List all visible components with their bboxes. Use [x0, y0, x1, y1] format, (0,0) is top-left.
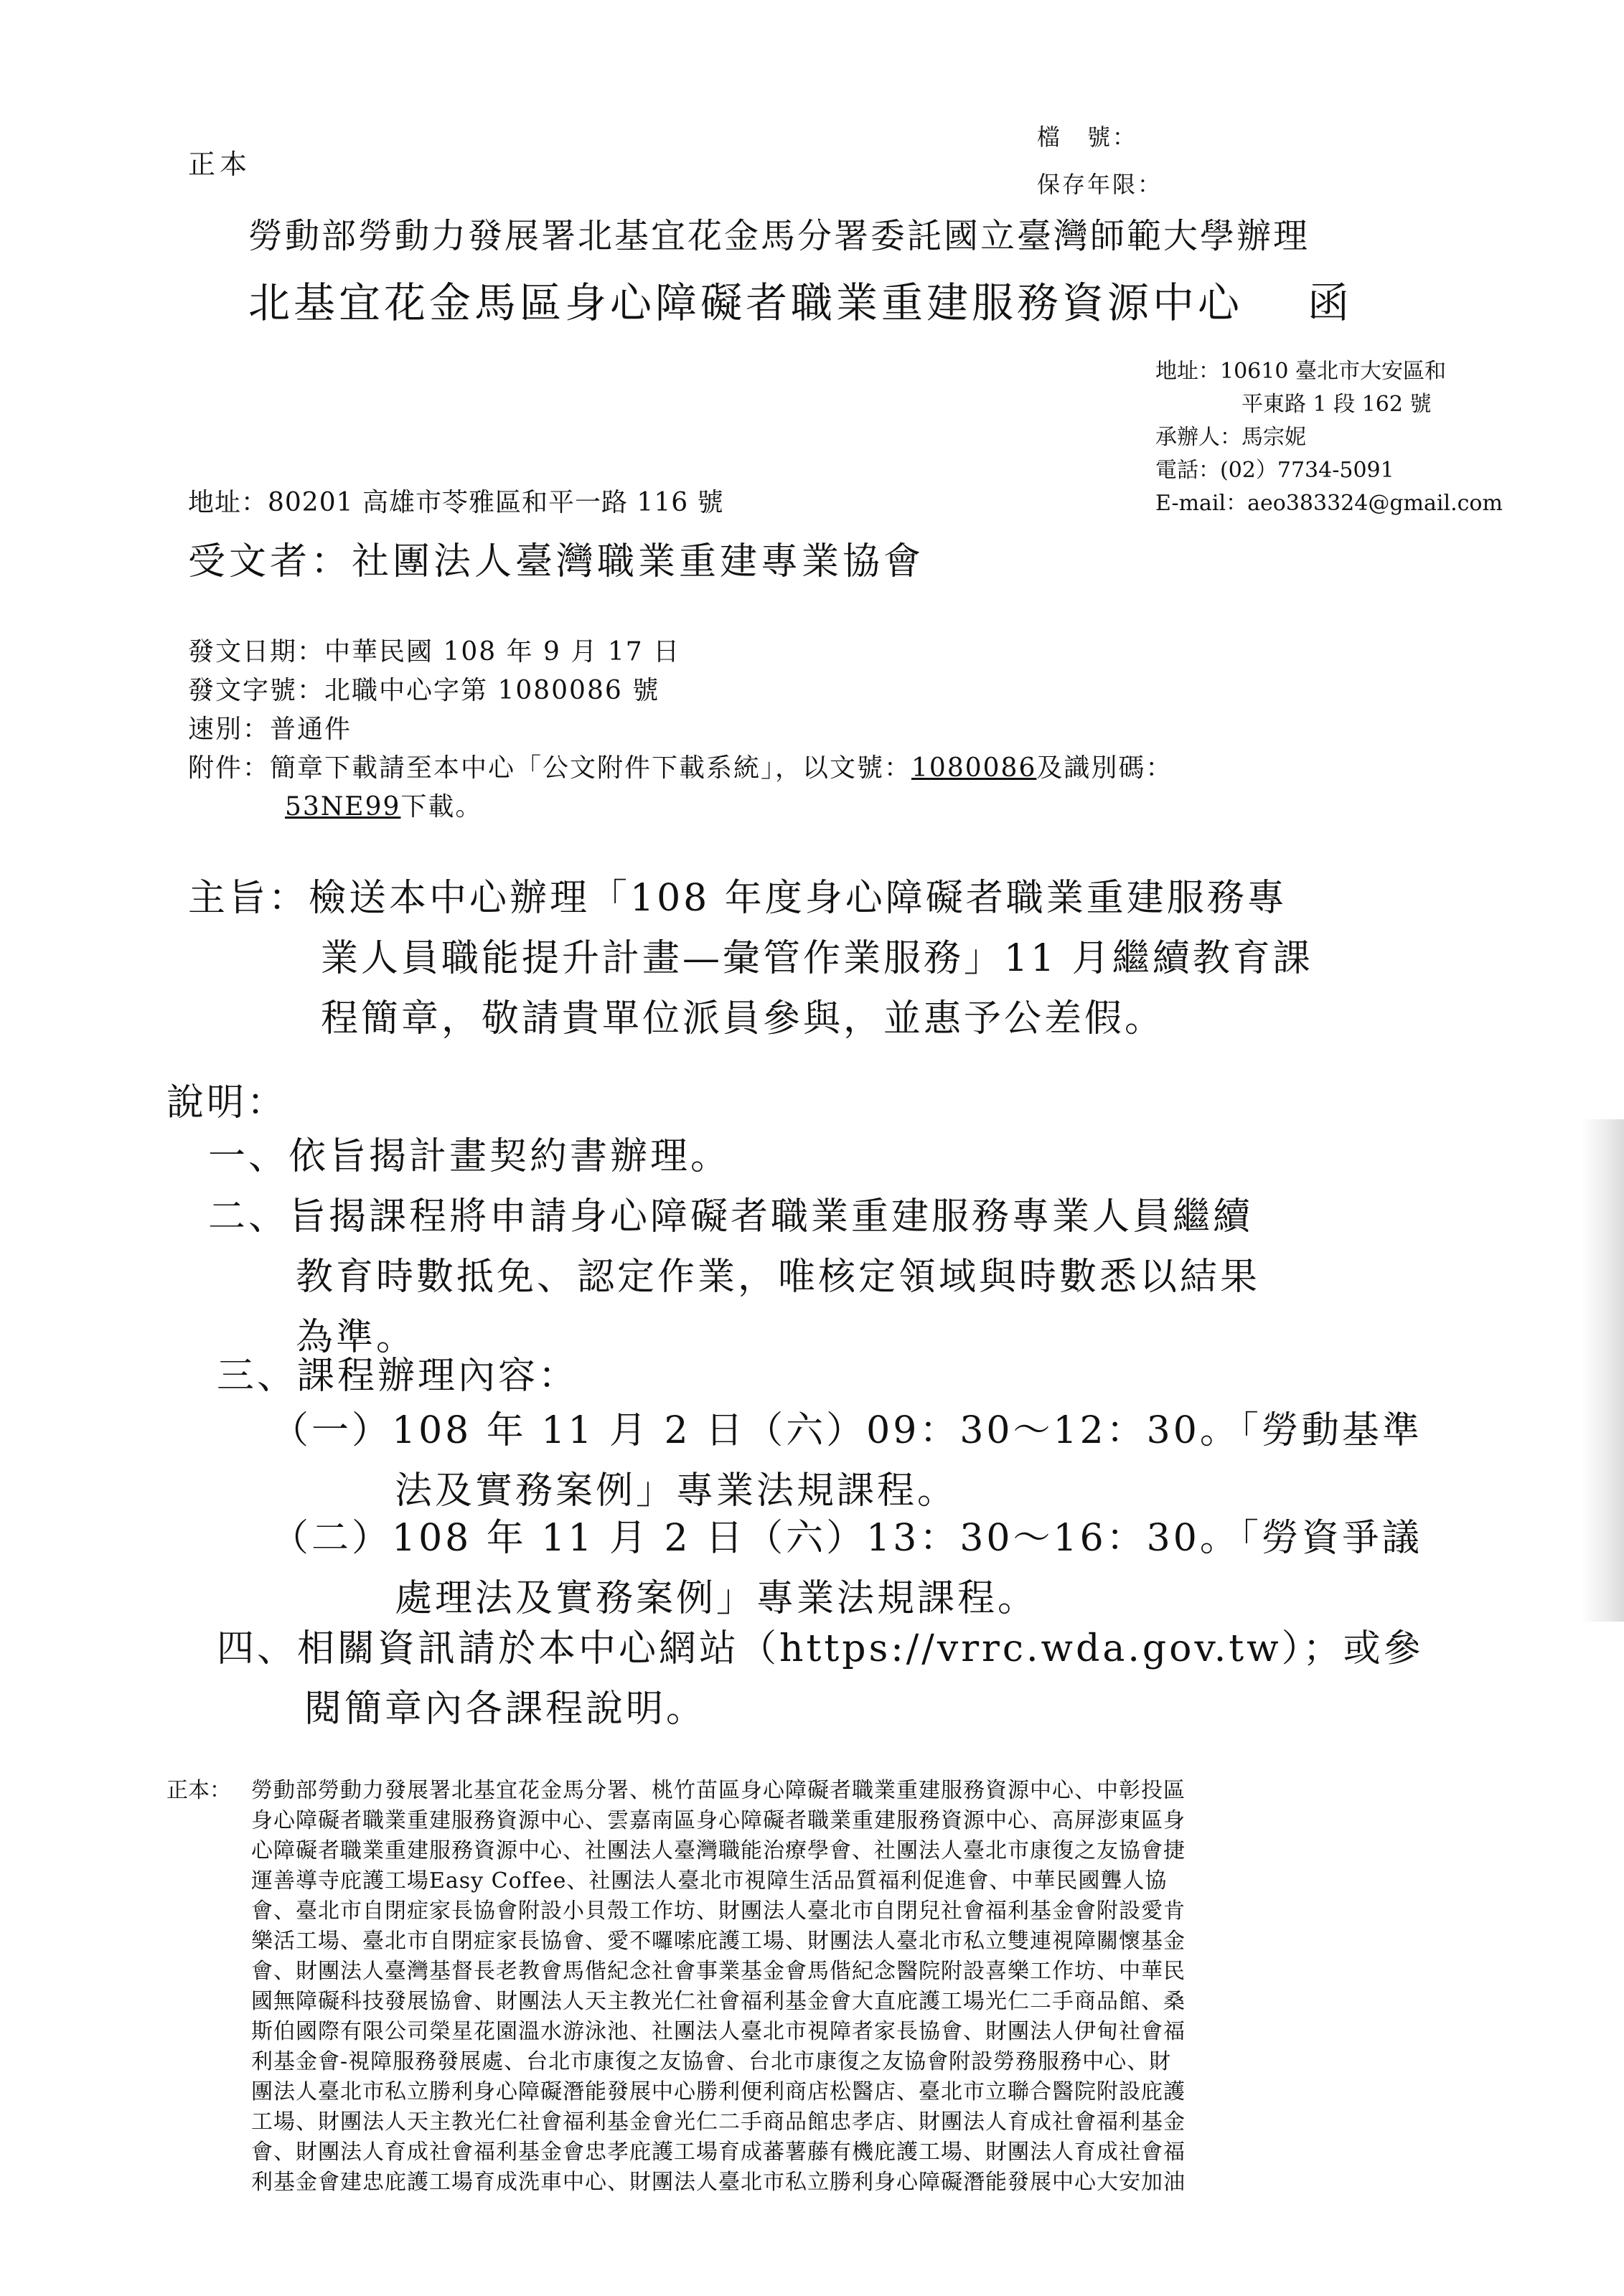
subject-block: [188, 868, 1313, 1049]
sender-contact-block: [1155, 355, 1503, 520]
explanation-heading: 說明：: [166, 1081, 288, 1124]
distribution-line: 工場、財團法人天主教光仁社會福利基金會光仁二手商品館忠孝店、財團法人育成社會福利基金: [251, 2109, 1186, 2135]
distribution-line: 身心障礙者職業重建服務資源中心、雲嘉南區身心障礙者職業重建服務資源中心、高屏澎東區身: [251, 1808, 1186, 1833]
document-info-block: [188, 633, 1173, 827]
distribution-line: 樂活工場、臺北市自閉症家長協會、愛不囉嗦庇護工場、財團法人臺北市私立雙連視障關懷基金: [251, 1929, 1186, 1954]
explanation-item-3: 三、課程辦理內容：: [217, 1355, 579, 1398]
distribution-line: 勞動部勞動力發展署北基宜花金馬分署、桃竹苗區身心障礙者職業重建服務資源中心、中彰投區: [251, 1778, 1186, 1803]
distribution-line: 國無障礙科技發展協會、財團法人天主教光仁社會福利基金會大直庇護工場光仁二手商品館、桑: [251, 1989, 1186, 2014]
agency-line: 勞動部勞動力發展署北基宜花金馬分署委託國立臺灣師範大學辦理: [248, 216, 1310, 256]
retention-label: 保存年限：: [1037, 171, 1163, 198]
distribution-line: 會、財團法人臺灣基督長老教會馬偕紀念社會事業基金會馬偕紀念醫院附設喜樂工作坊、中華民: [251, 1959, 1186, 1984]
distribution-line: 利基金會建忠庇護工場育成洗車中心、財團法人臺北市私立勝利身心障礙潛能發展中心大安加油: [251, 2170, 1186, 2195]
attachment-doc-number: 1080086: [911, 753, 1037, 783]
subject-line1: 主旨：檢送本中心辦理「108 年度身心障礙者職業重建服務專: [188, 877, 1287, 920]
explanation-item-2: 二、旨揭課程將申請身心障礙者職業重建服務專業人員繼續 教育時數抵免、認定作業，唯核定領域與時數悉以結果 為準。: [208, 1195, 1261, 1359]
distribution-line: 斯伯國際有限公司榮星花園溫水游泳池、社團法人臺北市視障者家長協會、財團法人伊甸社會福: [251, 2019, 1186, 2044]
attachment-line1: 附件：簡章下載請至本中心「公文附件下載系統」，以文號：1080086及識別碼：: [188, 753, 1173, 783]
sender-email: E-mail：aeo383324@gmail.com: [1155, 491, 1503, 516]
subject-line2: 業人員職能提升計畫—彙管作業服務」11 月繼續教育課: [321, 937, 1313, 980]
sender-phone: 電話：(02）7734-5091: [1155, 458, 1394, 483]
course-item-1: （一）108 年 11 月 2 日（六）09：30～12：30。「勞動基準 法及實務案例」專業法規課程。: [271, 1409, 1422, 1512]
distribution-list: [166, 1776, 1579, 2198]
attachment-id-code: 53NE99: [285, 792, 401, 822]
center-name: 北基宜花金馬區身心障礙者職業重建服務資源中心: [248, 278, 1244, 327]
issue-date: 發文日期：中華民國 108 年 9 月 17 日: [188, 637, 681, 667]
copy-mark: 正本: [188, 149, 252, 180]
sender-contact-person: 承辦人：馬宗妮: [1155, 425, 1306, 450]
subject-line3: 程簡章，敬請貴單位派員參與，並惠予公差假。: [321, 997, 1165, 1040]
delivery-speed: 速別：普通件: [188, 715, 352, 744]
sender-address-line2: 平東路 1 段 162 號: [1242, 392, 1432, 417]
distribution-line: 會、財團法人育成社會福利基金會忠孝庇護工場育成蕃薯藤有機庇護工場、財團法人育成社會福: [251, 2140, 1186, 2165]
explanation-item-1: 一、依旨揭計畫契約書辦理。: [208, 1135, 731, 1178]
document-meta: [1037, 113, 1163, 208]
distribution-line: 會、臺北市自閉症家長協會附設小貝殼工作坊、財團法人臺北市自閉兒社會福利基金會附設愛肯: [251, 1899, 1186, 1924]
distribution-line: 運善導寺庇護工場Easy Coffee、社團法人臺北市視障生活品質福利促進會、中華民國聾人協: [251, 1868, 1168, 1893]
distribution-label: 正本：: [166, 1778, 231, 1803]
distribution-line: 團法人臺北市私立勝利身心障礙潛能發展中心勝利便利商店松醫店、臺北市立聯合醫院附設庇護: [251, 2079, 1186, 2104]
distribution-line: 心障礙者職業重建服務資源中心、社團法人臺灣職能治療學會、社團法人臺北市康復之友協會捷: [251, 1838, 1186, 1863]
file-number-label: 檔 號：: [1037, 123, 1138, 151]
course-item-2: （二）108 年 11 月 2 日（六）13：30～16：30。「勞資爭議 處理法及實務案例」專業法規課程。: [271, 1517, 1422, 1620]
recipient-address: 地址：80201 高雄市苓雅區和平一路 116 號: [188, 488, 724, 517]
distribution-recipients: [251, 1776, 1579, 2198]
document-type: 函: [1308, 278, 1353, 327]
scan-page-edge-shadow: [1581, 1119, 1624, 1622]
letterhead-title: [248, 269, 1353, 329]
attachment-line2: 53NE99下載。: [285, 792, 483, 822]
sender-address-line1: 地址：10610 臺北市大安區和: [1155, 359, 1446, 384]
distribution-line: 利基金會-視障服務發展處、台北市康復之友協會、台北市康復之友協會附設勞務服務中心、財: [251, 2049, 1172, 2074]
recipient: 受文者：社團法人臺灣職業重建專業協會: [188, 540, 925, 583]
explanation-item-4: 四、相關資訊請於本中心網站（https://vrrc.wda.gov.tw）；或參 閱簡章內各課程說明。: [217, 1627, 1424, 1731]
document-number: 發文字號：北職中心字第 1080086 號: [188, 676, 660, 705]
